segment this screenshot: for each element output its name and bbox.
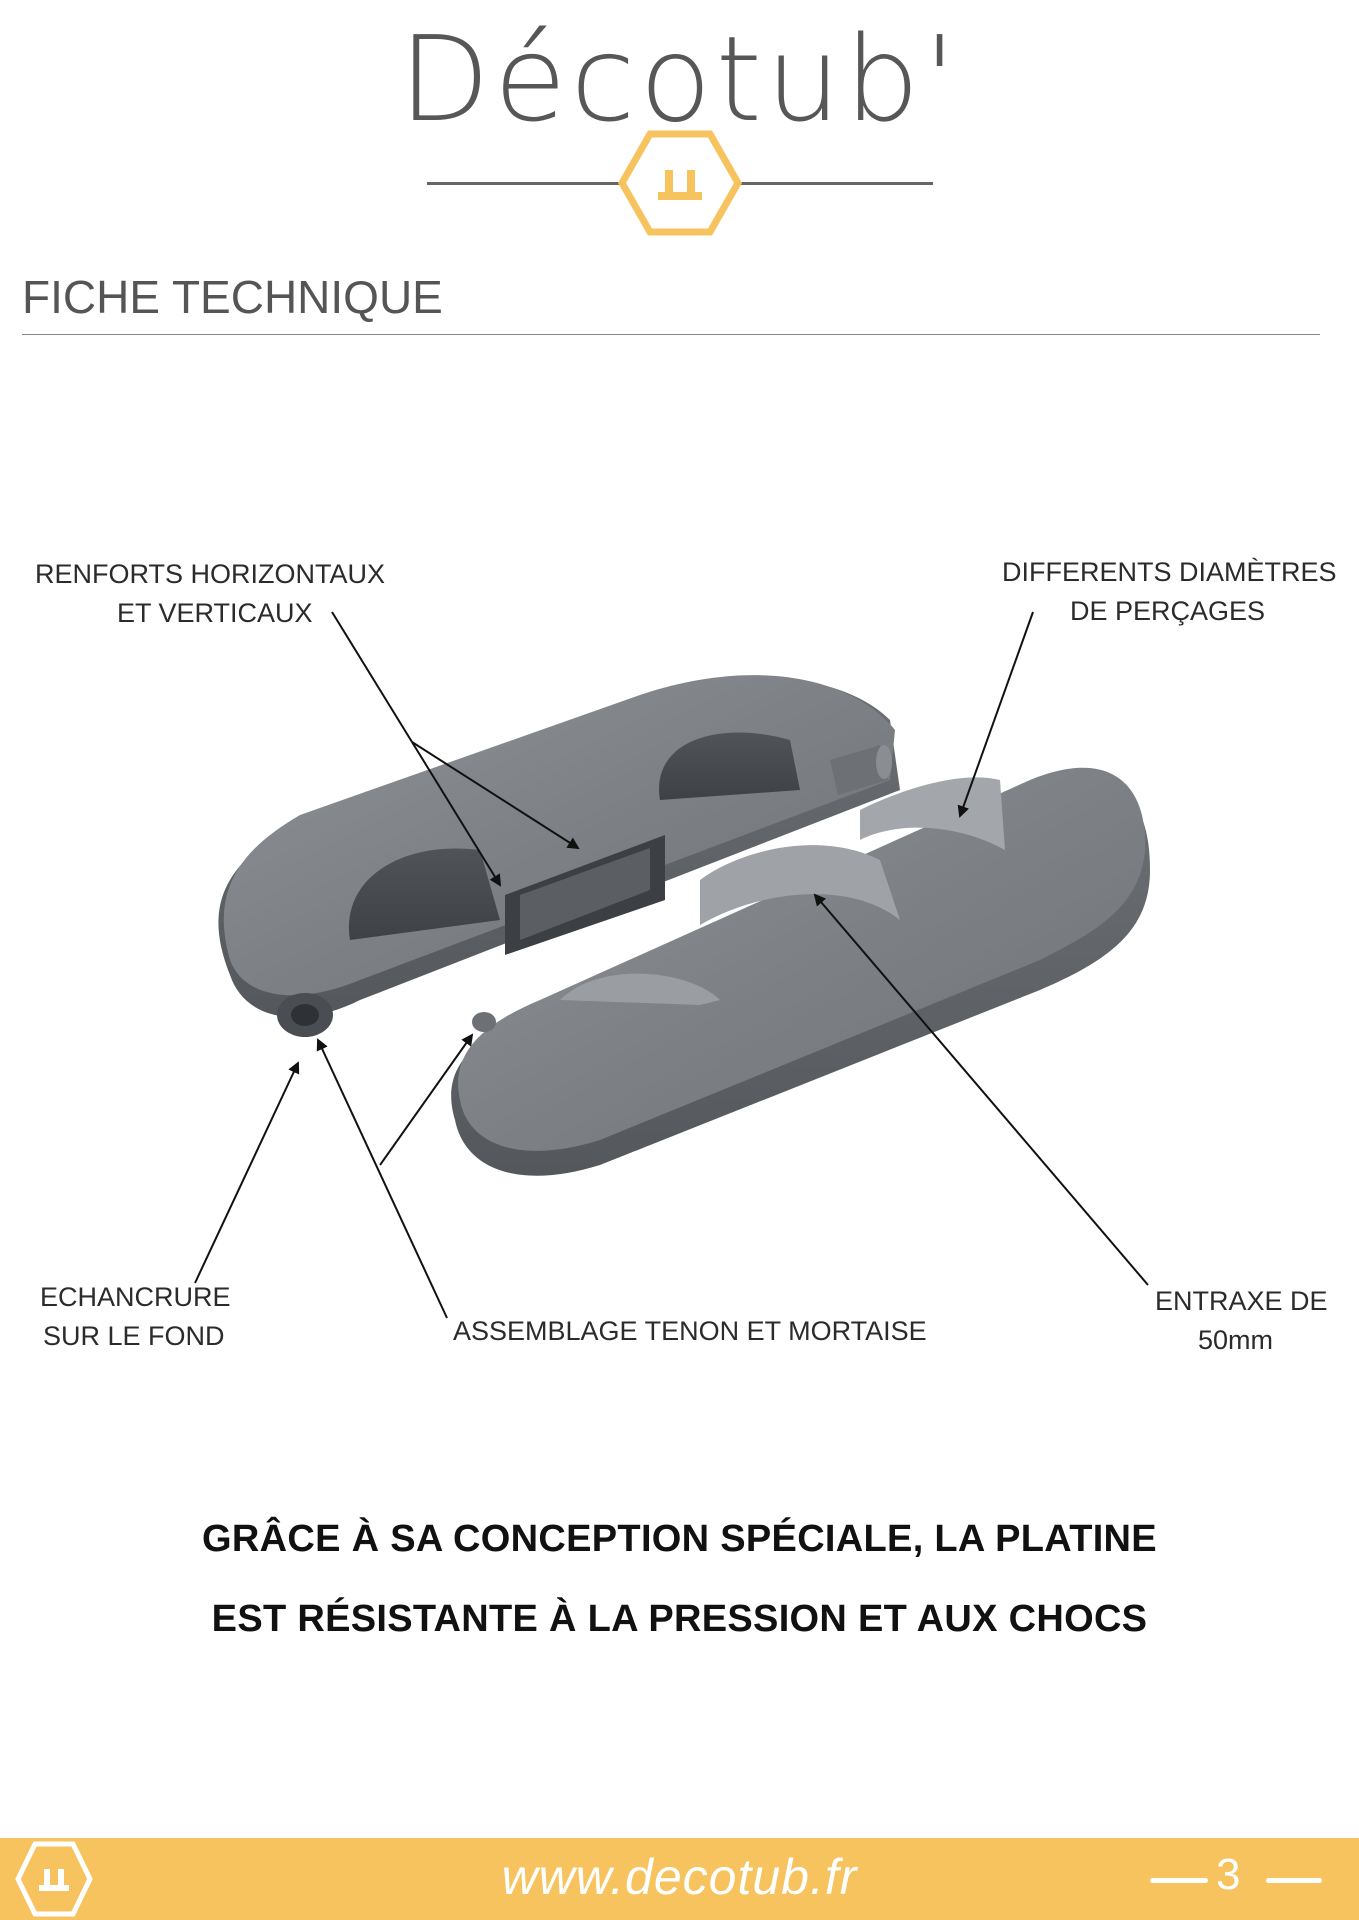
callout-entraxe-line1: ENTRAXE DE — [1155, 1286, 1328, 1316]
footer-dash-right — [1266, 1878, 1322, 1883]
page-number: 3 — [1216, 1850, 1241, 1899]
callout-renforts-line2: ET VERTICAUX — [117, 598, 313, 628]
footer-dash-left — [1150, 1878, 1208, 1883]
statement-line1: GRÂCE À SA CONCEPTION SPÉCIALE, LA PLATINE — [202, 1518, 1157, 1560]
brand-logo-wordmark: Décotub' — [399, 10, 960, 148]
callout-diametres-line1: DIFFERENTS DIAMÈTRES — [1002, 557, 1337, 587]
callout-diametres-line2: DE PERÇAGES — [1070, 596, 1266, 626]
callout-echancrure-line1: ECHANCRURE — [40, 1282, 231, 1312]
page-title: FICHE TECHNIQUE — [22, 271, 443, 323]
callout-entraxe-line2: 50mm — [1198, 1325, 1274, 1355]
callout-assemblage: ASSEMBLAGE TENON ET MORTAISE — [453, 1316, 927, 1346]
statement-line2: EST RÉSISTANTE À LA PRESSION ET AUX CHOCS — [211, 1598, 1148, 1640]
callout-renforts-line1: RENFORTS HORIZONTAUX — [35, 559, 386, 589]
footer-website-link[interactable]: www.decotub.fr — [501, 1849, 858, 1905]
callout-echancrure-line2: SUR LE FOND — [43, 1321, 225, 1351]
